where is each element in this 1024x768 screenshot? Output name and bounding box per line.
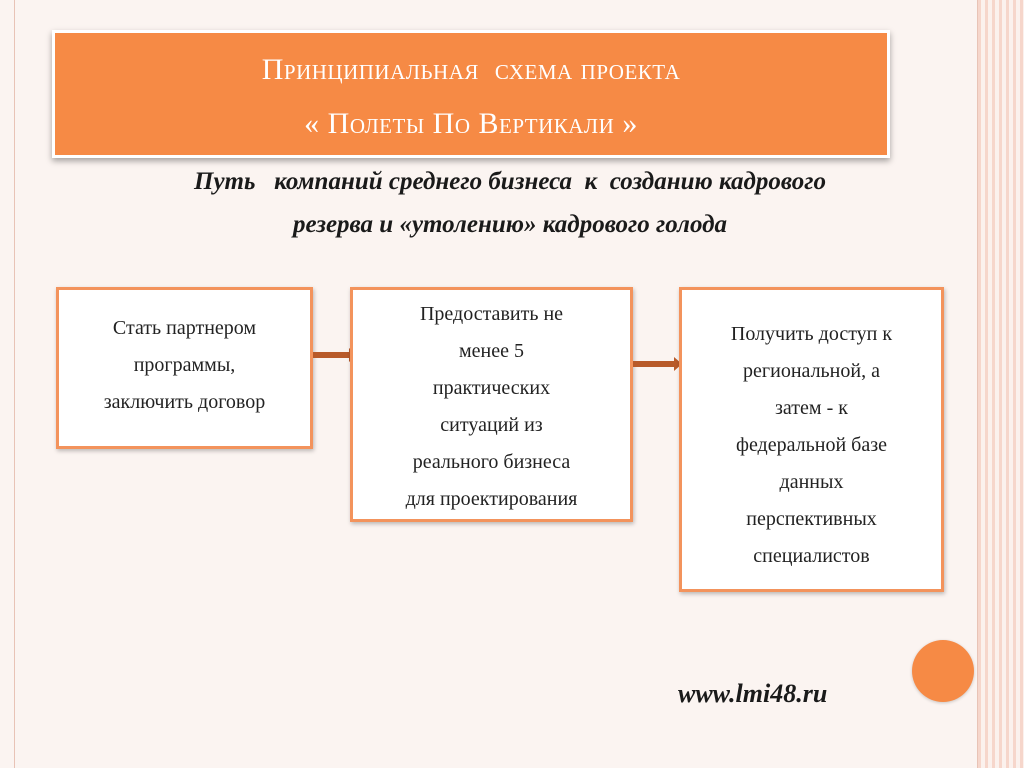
subtitle-line-1: Путь компаний среднего бизнеса к созданию кадрового: [194, 168, 826, 195]
arrow-right-icon: [313, 352, 350, 358]
step-3-text: Получить доступ к региональной, а затем - к федеральной базе данных перспективных специалистов: [730, 323, 893, 567]
decorative-circle-icon: [912, 640, 974, 702]
title-line-1: Принципиальная схема проекта: [261, 53, 681, 86]
arrow-right-icon: [633, 361, 675, 367]
step-box-1: [56, 287, 313, 449]
step-2-text: Предоставить не менее 5 практических ситуаций из реального бизнеса для проектирования: [405, 303, 578, 510]
step-1-text: Стать партнером программы, заключить договор: [103, 317, 266, 413]
subtitle-line-2: резерва и «утолению» кадрового голода: [292, 211, 728, 238]
website-link[interactable]: www.lmi48.ru: [678, 679, 828, 708]
title-line-2: « Полеты По Вертикали »: [304, 107, 638, 140]
decorative-stripes: [978, 0, 1024, 768]
step-box-2: [350, 287, 633, 522]
title-banner: [52, 30, 890, 158]
step-box-3: [679, 287, 944, 592]
